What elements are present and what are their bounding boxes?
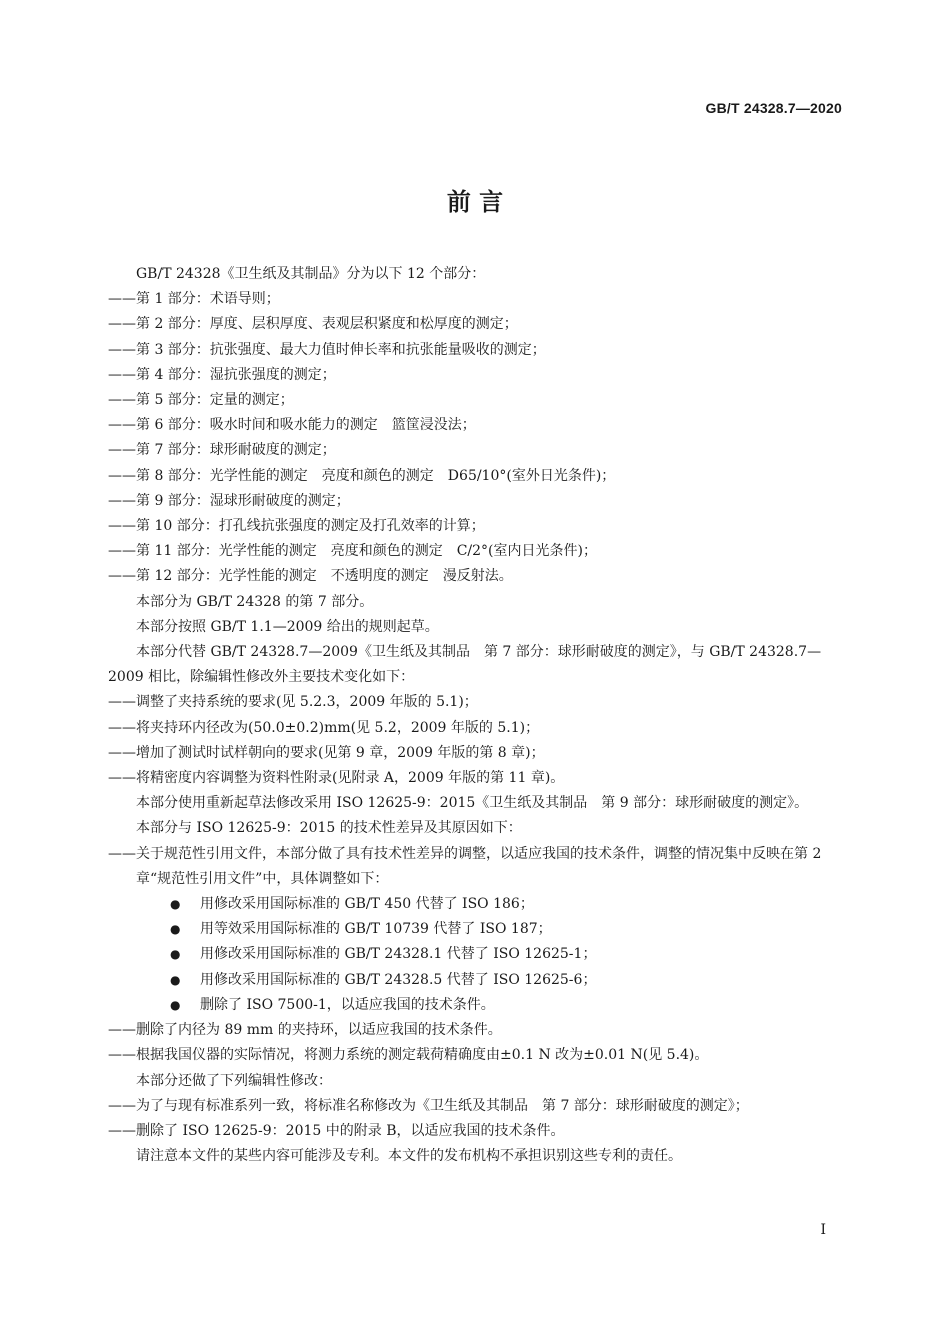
diff-bullet-text: 用修改采用国际标准的 GB/T 24328.1 代替了 ISO 12625-1；	[200, 946, 597, 963]
change-list-item	[108, 690, 843, 715]
change-list-item-text: ——调整了夹持系统的要求(见 5.2.3，2009 年版的 5.1)；	[108, 694, 478, 711]
part-list-item-text: ——第 7 部分：球形耐破度的测定；	[108, 442, 336, 459]
editorial-list-item	[108, 1119, 843, 1144]
part-list-item	[108, 388, 843, 413]
diff-bullet-text: 用修改采用国际标准的 GB/T 24328.5 代替了 ISO 12625-6；	[200, 971, 597, 988]
page-title: 前 言	[446, 188, 504, 216]
part-list-item	[108, 312, 843, 337]
drafting-paragraph: 本部分按照 GB/T 1.1—2009 给出的规则起草。	[136, 618, 439, 635]
part-list-item-text: ——第 12 部分：光学性能的测定 不透明度的测定 漫反射法。	[108, 568, 513, 585]
diff-bullet-item	[170, 917, 843, 942]
part-list-item	[108, 539, 843, 564]
change-list-item-text: ——将精密度内容调整为资料性附录(见附录 A，2009 年版的第 11 章)。	[108, 770, 565, 787]
part-list-item	[108, 464, 843, 489]
this-part-paragraph: 本部分为 GB/T 24328 的第 7 部分。	[136, 593, 374, 610]
part-list-item	[108, 287, 843, 312]
diff-bullets-list	[108, 892, 843, 1018]
part-list-item-text: ——第 2 部分：厚度、层积厚度、表观层积紧度和松厚度的测定；	[108, 316, 518, 333]
patent-paragraph: 请注意本文件的某些内容可能涉及专利。本文件的发布机构不承担识别这些专利的责任。	[136, 1148, 682, 1165]
bullet-icon: ●	[170, 947, 181, 962]
change-list-item-text: ——将夹持环内径改为(50.0±0.2)mm(见 5.2，2009 年版的 5.1)；	[108, 719, 540, 736]
editorial-list	[108, 1094, 843, 1144]
part-list-item-text: ——第 4 部分：湿抗张强度的测定；	[108, 366, 336, 383]
replaces-paragraph: 本部分代替 GB/T 24328.7—2009《卫生纸及其制品 第 7 部分：球形耐破度的测定》，与 GB/T 24328.7—2009 相比，除编辑性修改外主要技术变化如下：	[108, 644, 822, 686]
part-list-item	[108, 514, 843, 539]
diff-accuracy-item	[108, 1043, 843, 1068]
part-list-item	[108, 489, 843, 514]
part-list-item	[108, 338, 843, 363]
bullet-icon: ●	[170, 897, 181, 912]
part-list-item-text: ——第 8 部分：光学性能的测定 亮度和颜色的测定 D65/10°(室外日光条件)；	[108, 467, 616, 484]
diff-ring-item	[108, 1018, 843, 1043]
diff-bullet-text: 用等效采用国际标准的 GB/T 10739 代替了 ISO 187；	[200, 921, 552, 938]
changes-list	[108, 690, 843, 791]
diff-accuracy-text: ——根据我国仪器的实际情况，将测力系统的测定载荷精确度由±0.1 N 改为±0.01 N(见 5.4)。	[108, 1047, 709, 1064]
diff-bullet-item	[170, 942, 843, 967]
std-number: GB/T 24328.7—2020	[705, 100, 842, 116]
diff-bullet-item	[170, 892, 843, 917]
diff-bullet-item	[170, 993, 843, 1018]
page-number: I	[820, 1222, 826, 1238]
part-list-item-text: ——第 3 部分：抗张强度、最大力值时伸长率和抗张能量吸收的测定；	[108, 341, 546, 358]
bullet-icon: ●	[170, 922, 181, 937]
differences-paragraph: 本部分与 ISO 12625-9：2015 的技术性差异及其原因如下：	[136, 820, 522, 837]
part-list-item-text: ——第 10 部分：打孔线抗张强度的测定及打孔效率的计算；	[108, 518, 485, 535]
change-list-item	[108, 741, 843, 766]
editorial-paragraph: 本部分还做了下列编辑性修改：	[136, 1072, 332, 1089]
bullet-icon: ●	[170, 972, 181, 987]
part-list-item-text: ——第 11 部分：光学性能的测定 亮度和颜色的测定 C/2°(室内日光条件)；	[108, 543, 597, 560]
bullet-icon: ●	[170, 997, 181, 1012]
adopts-paragraph: 本部分使用重新起草法修改采用 ISO 12625-9：2015《卫生纸及其制品 第 9 部分：球形耐破度的测定》。	[136, 795, 809, 812]
part-list-item	[108, 438, 843, 463]
intro-paragraph: GB/T 24328《卫生纸及其制品》分为以下 12 个部分：	[136, 266, 486, 282]
part-list-item-text: ——第 1 部分：术语导则；	[108, 291, 280, 308]
diff-bullet-item	[170, 968, 843, 993]
editorial-list-item-text: ——删除了 ISO 12625-9：2015 中的附录 B，以适应我国的技术条件。	[108, 1122, 565, 1139]
part-list-item	[108, 363, 843, 388]
part-list-item	[108, 564, 843, 589]
diff-bullet-text: 用修改采用国际标准的 GB/T 450 代替了 ISO 186；	[200, 896, 534, 913]
change-list-item-text: ——增加了测试时试样朝向的要求(见第 9 章，2009 年版的第 8 章)；	[108, 744, 545, 761]
diff-normative-item	[108, 842, 843, 892]
change-list-item	[108, 716, 843, 741]
part-list-item-text: ——第 9 部分：湿球形耐破度的测定；	[108, 492, 350, 509]
diff-bullet-text: 删除了 ISO 7500-1，以适应我国的技术条件。	[200, 996, 495, 1013]
part-list-item-text: ——第 6 部分：吸水时间和吸水能力的测定 篮筐浸没法；	[108, 417, 476, 434]
foreword-body	[108, 262, 843, 1169]
part-list-item	[108, 413, 843, 438]
editorial-list-item	[108, 1094, 843, 1119]
change-list-item	[108, 766, 843, 791]
part-list-item-text: ——第 5 部分：定量的测定；	[108, 392, 294, 409]
diff-normative-text: ——关于规范性引用文件，本部分做了具有技术性差异的调整，以适应我国的技术条件，调整的情况集中反映在第 2 章“规范性引用文件”中，具体调整如下：	[108, 845, 822, 887]
parts-list	[108, 287, 843, 589]
diff-ring-text: ——删除了内径为 89 mm 的夹持环，以适应我国的技术条件。	[108, 1022, 502, 1039]
editorial-list-item-text: ——为了与现有标准系列一致，将标准名称修改为《卫生纸及其制品 第 7 部分：球形耐破度的测定》；	[108, 1097, 749, 1114]
